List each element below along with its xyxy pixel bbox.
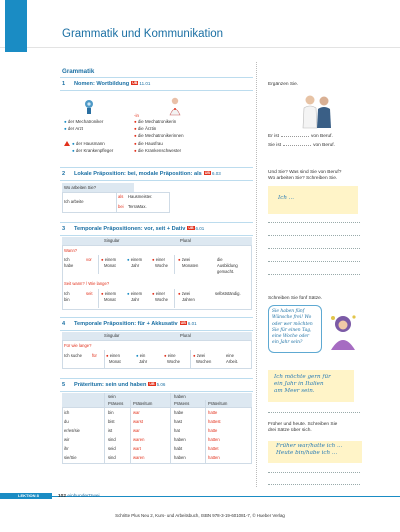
header-bar xyxy=(0,0,400,48)
s2-answer: Ich arbeite xyxy=(64,199,84,204)
task-4: Früher und heute. Schreiben Sie drei Sätze über sich. xyxy=(268,422,338,434)
s4-cell: ● ein xyxy=(136,353,146,358)
er-ist: Er ist von Beruf. xyxy=(268,134,333,139)
s4-singular: Singular xyxy=(104,333,120,338)
ueb-badge: ÜB xyxy=(149,382,155,386)
write-line xyxy=(268,222,360,223)
s3-cell: ● einer xyxy=(152,291,166,296)
s3-heading: 3 Temporale Präpositionen: vor, seit + Dativ ÜB 6.01 xyxy=(62,226,205,232)
divider xyxy=(60,77,253,78)
divider xyxy=(60,90,253,91)
ueb-badge: ÜB xyxy=(188,226,194,230)
s3-cell: Jahr xyxy=(131,297,140,302)
s2-heading: 2 Lokale Präposition: bei, modale Präposition: als ÜB 6.03 xyxy=(62,171,221,177)
s5-cell: er/es/sie xyxy=(64,428,80,433)
s3-cell: gemacht. xyxy=(217,269,235,274)
s4-cell: Jahr xyxy=(139,359,148,364)
s4-cell: ● einen xyxy=(106,353,120,358)
s3-cell: Ich xyxy=(64,291,70,296)
page-number: 102 einhundertzwei xyxy=(58,494,100,499)
s5-sein: sein xyxy=(108,394,116,399)
s3-cell: vor xyxy=(86,257,92,262)
s4-cell: ● eine xyxy=(164,353,176,358)
s3-cell: ● einem xyxy=(127,291,143,296)
divider xyxy=(60,330,253,331)
s3-cell: ● zwei xyxy=(178,291,191,296)
table-divider xyxy=(174,289,175,308)
s5-cell: hattest xyxy=(208,419,221,424)
divider xyxy=(60,378,253,379)
s5-cell: war xyxy=(133,410,140,415)
s1-left-item: ● der Hausmann xyxy=(72,141,105,146)
s5-haben: haben xyxy=(174,394,186,399)
s2-noun: TerraMax. xyxy=(128,204,147,209)
s5-cell: hatten xyxy=(208,437,220,442)
s5-cell: hatten xyxy=(208,455,220,460)
column-divider xyxy=(256,62,257,487)
task-1: Ergänzen Sie. xyxy=(268,82,299,87)
doctor-icon xyxy=(168,95,182,117)
write-line xyxy=(268,412,360,413)
s4-question: Für wie lange? xyxy=(64,343,92,348)
s3-cell: Jahren xyxy=(182,297,195,302)
s5-cell: waren xyxy=(133,437,145,442)
s5-cell: hast xyxy=(174,419,182,424)
section-label: Grammatik xyxy=(62,68,95,75)
s1-right-item: ● die Mechatronikerinnen xyxy=(134,133,184,138)
bubble-text: Sie haben fünf Wünsche frei! Wo oder wer möchten Sie für einen Tag, eine Woche oder ein Jahr sein? xyxy=(272,309,313,346)
handwriting: Früher war/hatte ich ... Heute bin/habe ich ... xyxy=(276,443,343,457)
s3-cell: habe xyxy=(64,263,74,268)
s5-cell: waren xyxy=(133,455,145,460)
warning-icon xyxy=(64,141,70,146)
s2-prep-als: als xyxy=(118,194,124,199)
s5-cell: du xyxy=(64,419,69,424)
mechatronic-icon xyxy=(82,96,96,116)
s5-cell: wart xyxy=(133,446,141,451)
s5-cell: hattet xyxy=(208,446,219,451)
s3-question-wann: Wann? xyxy=(64,248,78,253)
s3-singular: Singular xyxy=(104,238,120,243)
lesson-tag: LEKTION 8 xyxy=(0,493,52,499)
table-divider xyxy=(98,289,99,308)
task-3: Schreiben Sie fünf Sätze. xyxy=(268,296,323,301)
s5-subheader: Präteritum xyxy=(208,401,228,406)
s4-cell: ● zwei xyxy=(193,353,206,358)
divider xyxy=(60,235,253,236)
write-line xyxy=(268,274,360,275)
handwriting: Ich ... xyxy=(278,195,295,201)
s5-cell: bin xyxy=(108,410,114,415)
s1-left-item: ● der Krankenpfleger xyxy=(72,148,114,153)
table-divider xyxy=(116,192,117,213)
s5-cell: war xyxy=(133,428,140,433)
sie-ist: Sie ist von Beruf. xyxy=(268,143,335,148)
divider xyxy=(60,317,253,318)
s1-right-item: ● die Krankenschwester xyxy=(134,148,182,153)
s4-cell: eine xyxy=(226,353,234,358)
s2-noun: Hausmeister. xyxy=(128,194,153,199)
write-line xyxy=(268,261,360,262)
s1-heading: 1 Nomen: Wortbildung ÜB 11.01 xyxy=(62,81,151,87)
s3-plural: Plural xyxy=(180,238,191,243)
s4-heading: 4 Temporale Präposition: für + Akkusativ ÜB 6.01 xyxy=(62,321,197,327)
table-divider xyxy=(98,255,99,274)
divider xyxy=(60,167,253,168)
divider xyxy=(60,222,253,223)
table-divider xyxy=(130,400,131,464)
s5-subheader: Präsens xyxy=(108,401,124,406)
s5-cell: hatte xyxy=(208,428,218,433)
table-divider xyxy=(104,350,105,368)
s5-cell: ist xyxy=(108,428,113,433)
s5-cell: haben xyxy=(174,437,186,442)
s5-cell: sind xyxy=(108,437,116,442)
s5-cell: sie/Sie xyxy=(64,455,77,460)
s5-subheader: Präsens xyxy=(174,401,190,406)
s3-question-seit: Seit wann? / Wie lange? xyxy=(64,281,110,286)
s1-right-item: ● die Hausfrau xyxy=(134,141,163,146)
s3-cell: Ausbildung xyxy=(217,263,238,268)
divider xyxy=(60,180,253,181)
write-line xyxy=(268,484,360,485)
s3-cell: Woche xyxy=(155,263,168,268)
ueb-badge: ÜB xyxy=(132,81,138,85)
s3-cell: Monaten xyxy=(182,263,199,268)
s5-cell: hat xyxy=(174,428,180,433)
s3-cell: ● einem xyxy=(127,257,143,262)
s3-cell: ● zwei xyxy=(178,257,191,262)
table-divider xyxy=(190,350,191,368)
page-title: Grammatik und Kommunikation xyxy=(62,28,224,40)
s2-question: Wo arbeiten Sie? xyxy=(64,185,97,190)
task-2: Und Sie? Was sind Sie von Beruf? Wo arbeiten Sie? Schreiben Sie. xyxy=(268,170,342,182)
s2-prep-bei: bei xyxy=(118,204,124,209)
s1-left-item: ● der Mechatroniker xyxy=(64,119,104,124)
s4-cell: Ich suche xyxy=(64,353,82,358)
s3-cell: bin xyxy=(64,297,70,302)
s3-cell: Woche xyxy=(155,297,168,302)
s4-cell: Woche xyxy=(167,359,180,364)
s5-heading: 5 Präteritum: sein und haben ÜB 5.06 xyxy=(62,382,166,388)
s3-header-band xyxy=(62,237,252,245)
ueb-badge: ÜB xyxy=(180,321,186,325)
s1-right-item: ● die Mechatronikerin xyxy=(134,119,177,124)
suffix-in: -in xyxy=(134,113,139,118)
s3-cell: Jahr xyxy=(131,263,140,268)
credit-line: Schritte Plus Neu 2, Kurs- und Arbeitsbuch, ISBN 978-3-19-601081-7, © Hueber Verlag xyxy=(115,513,285,518)
s3-cell: ● einem xyxy=(101,257,117,262)
s5-cell: warst xyxy=(133,419,144,424)
s1-right-item: ● die Ärztin xyxy=(134,126,157,131)
s3-cell: selbstständig. xyxy=(215,291,241,296)
write-line xyxy=(268,235,360,236)
s5-cell: ich xyxy=(64,410,70,415)
s3-cell: die xyxy=(217,257,223,262)
s4-cell: Arbeit. xyxy=(226,359,239,364)
header-accent xyxy=(5,0,27,52)
s4-header-band xyxy=(62,332,252,340)
table-divider xyxy=(104,393,105,464)
s5-cell: ihr xyxy=(64,446,69,451)
ueb-badge: ÜB xyxy=(204,171,210,175)
professionals-image xyxy=(300,92,334,130)
s3-cell: seit xyxy=(86,291,93,296)
s4-cell: für xyxy=(92,353,97,358)
table-divider xyxy=(170,393,171,464)
s5-cell: seid xyxy=(108,446,116,451)
s3-cell: Monat xyxy=(104,297,116,302)
s4-plural: Plural xyxy=(180,333,191,338)
s5-table xyxy=(62,407,252,464)
write-line xyxy=(268,248,360,249)
s5-cell: wir xyxy=(64,437,70,442)
s5-cell: bist xyxy=(108,419,115,424)
s3-cell: ● einer xyxy=(152,257,166,262)
s1-left-item: ● der Arzt xyxy=(64,126,84,131)
handwriting: Ich möchte gern für ein Jahr in Italien am Meer sein. xyxy=(274,374,331,395)
wish-illustration xyxy=(325,312,361,352)
s5-cell: habt xyxy=(174,446,183,451)
table-divider xyxy=(205,400,206,464)
s5-cell: hatte xyxy=(208,410,218,415)
s3-cell: ● einem xyxy=(101,291,117,296)
s3-cell: Monat xyxy=(104,263,116,268)
s4-cell: Monat xyxy=(109,359,121,364)
write-line xyxy=(268,472,360,473)
s5-cell: habe xyxy=(174,410,184,415)
s4-cell: Wochen xyxy=(196,359,212,364)
divider xyxy=(60,391,253,392)
s3-cell: Ich xyxy=(64,257,70,262)
table-divider xyxy=(174,255,175,274)
s5-subheader: Präteritum xyxy=(133,401,153,406)
s5-cell: haben xyxy=(174,455,186,460)
s5-cell: sind xyxy=(108,455,116,460)
